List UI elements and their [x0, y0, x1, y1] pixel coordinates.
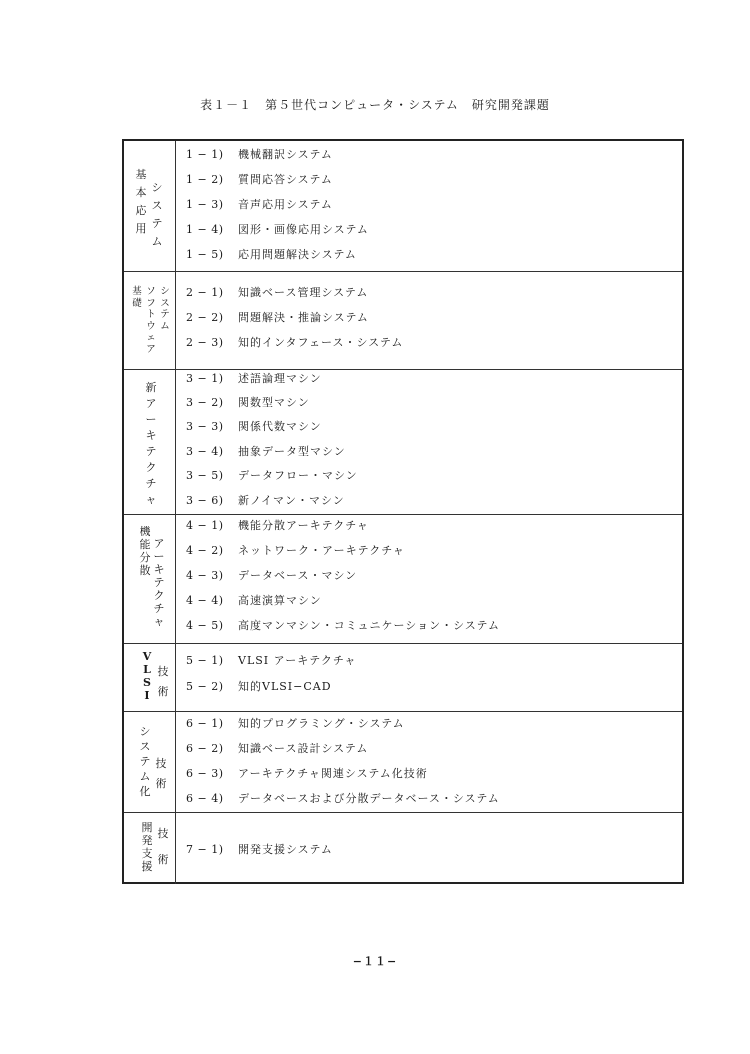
- item-number: 3 − 3): [186, 420, 224, 433]
- item-name: 高度マンマシン・コミュニケーション・システム: [238, 619, 500, 632]
- category-cell: [124, 712, 176, 812]
- category-text-col: ソ フ ト ウ ェ ア: [146, 286, 156, 355]
- item-name: 高速演算マシン: [238, 594, 322, 607]
- category-text-col: シ ス テ ム: [151, 181, 163, 248]
- list-item: [186, 467, 358, 485]
- item-name: 関数型マシン: [238, 396, 310, 409]
- list-item: [186, 334, 403, 352]
- section-5: [124, 644, 682, 712]
- item-name: 知的インタフェース・システム: [238, 336, 404, 349]
- item-name: 知的VLSI−CAD: [238, 680, 332, 693]
- list-item: [186, 196, 333, 214]
- section-1: [124, 141, 682, 272]
- item-number: 6 − 1): [186, 717, 224, 730]
- section-6: [124, 712, 682, 813]
- category-text-col: 技 術: [155, 757, 167, 790]
- item-number: 4 − 4): [186, 594, 224, 607]
- list-item: [186, 740, 368, 758]
- item-number: 6 − 3): [186, 767, 224, 780]
- list-item: [186, 542, 405, 560]
- item-name: VLSI アーキテクチャ: [238, 654, 357, 667]
- item-name: 関係代数マシン: [238, 420, 322, 433]
- item-number: 3 − 4): [186, 445, 224, 458]
- item-name: アーキテクチャ関連システム化技術: [238, 767, 428, 780]
- list-item: [186, 567, 357, 585]
- item-number: 1 − 4): [186, 223, 224, 236]
- category-text-col: 技 術: [157, 827, 169, 866]
- item-number: 1 − 2): [186, 173, 224, 186]
- item-name: 抽象データ型マシン: [238, 445, 346, 458]
- list-item: [186, 765, 428, 783]
- list-item: [186, 492, 345, 510]
- research-topics-table: [122, 139, 684, 884]
- item-name: ネットワーク・アーキテクチャ: [238, 544, 405, 557]
- item-name: 開発支援システム: [238, 843, 333, 856]
- category-text-col: 機 能 分 散: [139, 525, 151, 577]
- item-number: 1 − 5): [186, 248, 224, 261]
- item-number: 2 − 1): [186, 286, 224, 299]
- item-name: 述語論理マシン: [238, 372, 322, 385]
- item-name: 知識ベース設計システム: [238, 742, 369, 755]
- item-name: 知的プログラミング・システム: [238, 717, 405, 730]
- item-number: 1 − 3): [186, 198, 224, 211]
- section-2: [124, 272, 682, 370]
- category-cell: [124, 813, 176, 884]
- item-number: 4 − 5): [186, 619, 224, 632]
- item-name: 図形・画像応用システム: [238, 223, 369, 236]
- category-text-col: 基 本 応 用: [135, 168, 147, 235]
- list-item: [186, 790, 500, 808]
- item-number: 4 − 1): [186, 519, 224, 532]
- item-number: 4 − 3): [186, 569, 224, 582]
- category-text-col: シ ス テ ム 化: [139, 725, 151, 798]
- item-name: 問題解決・推論システム: [238, 311, 369, 324]
- list-item: [186, 221, 369, 239]
- item-name: データベース・マシン: [238, 569, 358, 582]
- category-text-col: 開 発 支 援: [141, 821, 153, 873]
- category-cell: [124, 272, 176, 369]
- list-item: [186, 443, 346, 461]
- category-cell: [124, 141, 176, 271]
- item-name: データフロー・マシン: [238, 469, 358, 482]
- category-text-col: シ ス テ ム: [160, 286, 170, 332]
- category-cell: [124, 644, 176, 711]
- category-text-col: 技 術: [157, 665, 169, 698]
- list-item: [186, 592, 322, 610]
- item-name: 新ノイマン・マシン: [238, 494, 345, 507]
- item-number: 6 − 4): [186, 792, 224, 805]
- item-number: 7 − 1): [186, 843, 224, 856]
- list-item: [186, 841, 333, 859]
- list-item: [186, 146, 333, 164]
- list-item: [186, 394, 310, 412]
- list-item: [186, 370, 322, 388]
- item-name: 応用問題解決システム: [238, 248, 357, 261]
- item-number: 3 − 6): [186, 494, 224, 507]
- item-name: 知識ベース管理システム: [238, 286, 369, 299]
- item-number: 2 − 2): [186, 311, 224, 324]
- item-number: 3 − 2): [186, 396, 224, 409]
- category-text-col: V L S I: [142, 650, 152, 702]
- list-item: [186, 517, 369, 535]
- list-item: [186, 715, 405, 733]
- list-item: [186, 617, 500, 635]
- item-number: 1 − 1): [186, 148, 224, 161]
- item-number: 3 − 5): [186, 469, 224, 482]
- item-number: 5 − 1): [186, 654, 224, 667]
- list-item: [186, 171, 333, 189]
- list-item: [186, 284, 368, 302]
- item-number: 2 − 3): [186, 336, 224, 349]
- item-number: 4 − 2): [186, 544, 224, 557]
- item-name: 音声応用システム: [238, 198, 333, 211]
- section-7: [124, 813, 682, 884]
- item-number: 5 − 2): [186, 680, 224, 693]
- item-number: 6 − 2): [186, 742, 224, 755]
- section-3: [124, 370, 682, 515]
- category-cell: [124, 515, 176, 643]
- category-text-col: 新 ア ー キ テ ク チ ャ: [145, 381, 157, 506]
- category-text-col: ア ー キ テ ク チ ャ: [153, 537, 165, 628]
- item-number: 3 − 1): [186, 372, 224, 385]
- list-item: [186, 309, 369, 327]
- table-title: 表１－１ 第５世代コンピュータ・システム 研究開発課題: [200, 98, 550, 112]
- section-4: [124, 515, 682, 644]
- item-name: 質問応答システム: [238, 173, 333, 186]
- category-cell: [124, 370, 176, 514]
- item-name: データベースおよび分散データベース・システム: [238, 792, 500, 805]
- category-text-col: 基 礎: [132, 286, 142, 309]
- list-item: [186, 246, 357, 264]
- item-name: 機械翻訳システム: [238, 148, 333, 161]
- page-number: −１１−: [352, 955, 398, 968]
- list-item: [186, 678, 332, 696]
- list-item: [186, 652, 357, 670]
- list-item: [186, 418, 322, 436]
- item-name: 機能分散アーキテクチャ: [238, 519, 369, 532]
